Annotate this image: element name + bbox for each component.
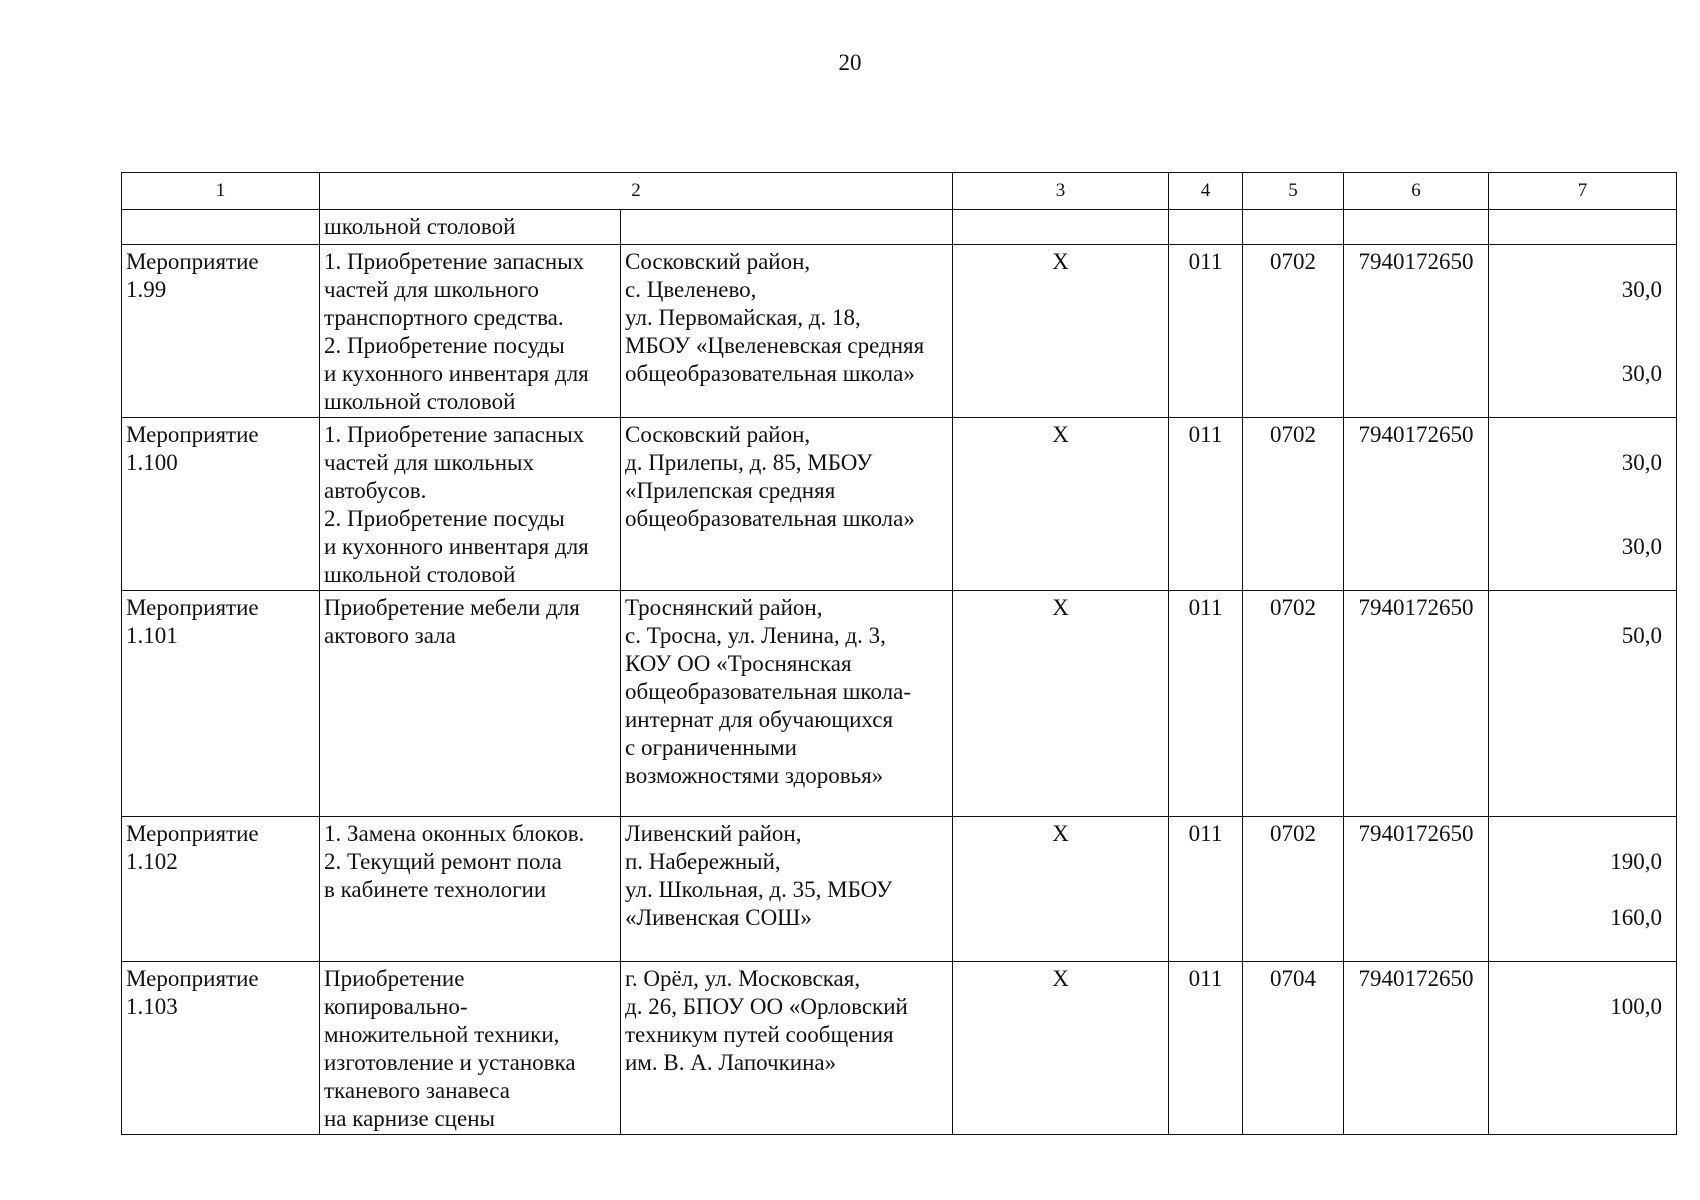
amount-cell — [1489, 591, 1677, 817]
amount-cell — [1489, 962, 1677, 1135]
amount-1: 190,0 — [1610, 849, 1662, 874]
amount-1: 30,0 — [1621, 277, 1662, 302]
location-cell: Сосковский район, д. Прилепы, д. 85, МБОУ «Прилепская средняя общеобразовательная школа» — [621, 418, 953, 591]
header-cell-5: 5 — [1243, 173, 1344, 210]
amount-1: 50,0 — [1621, 623, 1662, 648]
amount-cell — [1489, 817, 1677, 962]
table-row — [122, 817, 1677, 962]
amount-1: 100,0 — [1610, 994, 1662, 1019]
col3-cell: Х — [953, 245, 1169, 418]
col3-cell: Х — [953, 591, 1169, 817]
col6-cell: 7940172650 — [1344, 962, 1489, 1135]
event-cell: Мероприятие 1.102 — [122, 817, 320, 962]
location-cell: Сосковский район, с. Цвеленево, ул. Первомайская, д. 18, МБОУ «Цвеленевская средняя общеобразовательная школа» — [621, 245, 953, 418]
header-cell-6: 6 — [1344, 173, 1489, 210]
event-cell: Мероприятие 1.101 — [122, 591, 320, 817]
location-cell — [621, 210, 953, 245]
col4-cell: 011 — [1169, 962, 1243, 1135]
col6-cell: 7940172650 — [1344, 591, 1489, 817]
event-cell: Мероприятие 1.100 — [122, 418, 320, 591]
location-cell: Троснянский район, с. Тросна, ул. Ленина, д. 3, КОУ ОО «Троснянская общеобразовательная школа- интернат для обучающихся с ограниченными возможностями здоровья» — [621, 591, 953, 817]
col4-cell: 011 — [1169, 591, 1243, 817]
budget-table — [121, 172, 1677, 1135]
continuation-row — [122, 210, 1677, 245]
header-row — [122, 173, 1677, 210]
event-cell — [122, 210, 320, 245]
header-cell-7: 7 — [1489, 173, 1677, 210]
header-cell-1: 1 — [122, 173, 320, 210]
amount-cell — [1489, 418, 1677, 591]
amount-2: 160,0 — [1610, 905, 1662, 930]
amount-1: 30,0 — [1621, 450, 1662, 475]
header-cell-3: 3 — [953, 173, 1169, 210]
col6-cell: 7940172650 — [1344, 245, 1489, 418]
col5-cell: 0702 — [1243, 817, 1344, 962]
event-cell: Мероприятие 1.103 — [122, 962, 320, 1135]
description-cell: 1. Приобретение запасных частей для школьных автобусов. 2. Приобретение посуды и кухонного инвентаря для школьной столовой — [320, 418, 621, 591]
col3-cell: Х — [953, 817, 1169, 962]
col3-cell: Х — [953, 962, 1169, 1135]
table-row — [122, 591, 1677, 817]
description-cell: 1. Приобретение запасных частей для школьного транспортного средства. 2. Приобретение посуды и кухонного инвентаря для школьной столовой — [320, 245, 621, 418]
description-cell: 1. Замена оконных блоков. 2. Текущий ремонт пола в кабинете технологии — [320, 817, 621, 962]
description-cell: Приобретение копировально- множительной техники, изготовление и установка тканевого занавеса на карнизе сцены — [320, 962, 621, 1135]
header-cell-4: 4 — [1169, 173, 1243, 210]
col5-cell: 0702 — [1243, 245, 1344, 418]
table-row — [122, 962, 1677, 1135]
col6-cell: 7940172650 — [1344, 817, 1489, 962]
location-cell: Ливенский район, п. Набережный, ул. Школьная, д. 35, МБОУ «Ливенская СОШ» — [621, 817, 953, 962]
col3-cell: Х — [953, 418, 1169, 591]
header-cell-2: 2 — [320, 173, 953, 210]
col4-cell: 011 — [1169, 418, 1243, 591]
page-number: 20 — [838, 50, 862, 75]
amount-2: 30,0 — [1621, 534, 1662, 559]
col5-cell: 0702 — [1243, 591, 1344, 817]
col4-cell: 011 — [1169, 245, 1243, 418]
col5-cell: 0702 — [1243, 418, 1344, 591]
description-cell: школьной столовой — [320, 210, 621, 245]
table-row — [122, 418, 1677, 591]
col4-cell: 011 — [1169, 817, 1243, 962]
amount-cell — [1489, 245, 1677, 418]
amount-2: 30,0 — [1621, 361, 1662, 386]
table-row — [122, 245, 1677, 418]
location-cell: г. Орёл, ул. Московская, д. 26, БПОУ ОО «Орловский техникум путей сообщения им. В. А. Лапочкина» — [621, 962, 953, 1135]
col6-cell: 7940172650 — [1344, 418, 1489, 591]
description-cell: Приобретение мебели для актового зала — [320, 591, 621, 817]
col5-cell: 0704 — [1243, 962, 1344, 1135]
event-cell: Мероприятие 1.99 — [122, 245, 320, 418]
